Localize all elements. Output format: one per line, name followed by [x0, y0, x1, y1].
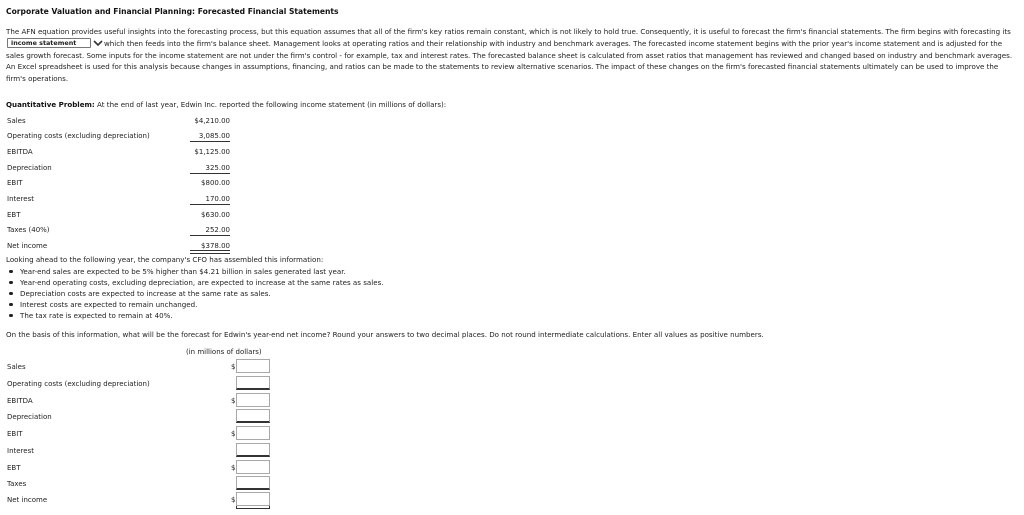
ebitda-input[interactable] — [236, 393, 270, 407]
taxes-input[interactable] — [236, 476, 270, 490]
sales-input[interactable] — [236, 359, 270, 373]
statement-row — [7, 148, 33, 156]
row-value-box — [150, 240, 230, 252]
list-item: Year-end operating costs, excluding depreciation, are expected to increase at the same rates as sales. — [20, 278, 384, 287]
row-value: $378.00 — [201, 242, 230, 250]
question-text: On the basis of this information, what will be the forecast for Edwin's year-end net income? Round your answers to two decimal places. Do not round intermediate calculations. Enter all values as positive numbers. — [6, 330, 764, 339]
row-label: EBIT — [7, 179, 23, 187]
subtotal-rule — [190, 235, 230, 236]
dollar-sign: $ — [231, 363, 236, 371]
ebt-input[interactable] — [236, 460, 270, 474]
dollar-sign: $ — [231, 496, 236, 504]
row-value: $1,125.00 — [194, 148, 230, 156]
list-item: Year-end sales are expected to be 5% higher than $4.21 billion in sales generated last year. — [20, 266, 384, 277]
list-item: Depreciation costs are expected to increase at the same rate as sales. — [20, 288, 384, 299]
total-double-rule — [190, 250, 230, 254]
list-item: The tax rate is expected to remain at 40%. — [20, 310, 384, 321]
answer-row-label: Operating costs (excluding depreciation) — [7, 380, 150, 388]
row-label: EBITDA — [7, 148, 33, 156]
statement-row — [7, 179, 23, 187]
subtotal-rule — [190, 141, 230, 142]
row-value: $4,210.00 — [194, 117, 230, 125]
answer-row-label: Taxes — [7, 480, 27, 488]
statement-row — [7, 195, 34, 203]
intro-text-part1: The AFN equation provides useful insights into the forecasting process, but this equation assumes that all of the firm's key ratios remain constant, which is not likely to hold true. Consequently, it is useful to forecast the firm's financial statements. The firm begins with forecasting its — [6, 27, 1011, 36]
subtotal-rule — [190, 173, 230, 174]
answer-column-header: (in millions of dollars) — [186, 348, 262, 356]
row-value-box — [150, 162, 230, 174]
lookahead-text: Looking ahead to the following year, the company's CFO has assembled this information: — [6, 255, 324, 264]
row-value: 252.00 — [205, 226, 230, 234]
depreciation-input[interactable] — [236, 409, 270, 423]
row-value-box — [150, 115, 230, 127]
row-label: Net income — [7, 242, 48, 250]
answer-row-label: EBIT — [7, 430, 23, 438]
problem-label: Quantitative Problem: — [6, 100, 95, 109]
row-value-box — [150, 130, 230, 142]
row-label: Taxes (40%) — [7, 226, 50, 234]
problem-statement — [6, 100, 446, 109]
ebit-input[interactable] — [236, 426, 270, 440]
dollar-sign: $ — [231, 464, 236, 472]
answer-row-label: EBT — [7, 464, 21, 472]
chevron-down-icon — [92, 38, 104, 48]
answer-row-label: Interest — [7, 447, 34, 455]
dropdown-selected-value: income statement — [11, 38, 77, 47]
assumptions-list — [6, 266, 384, 321]
subtotal-rule — [190, 204, 230, 205]
statement-row — [7, 117, 26, 125]
row-label: Interest — [7, 195, 34, 203]
statement-row — [7, 211, 21, 219]
answer-row-label: Sales — [7, 363, 26, 371]
statement-row — [7, 164, 52, 172]
row-value: $630.00 — [201, 211, 230, 219]
page-title: Corporate Valuation and Financial Planning: Forecasted Financial Statements — [6, 7, 339, 16]
answer-row-label: Net income — [7, 496, 48, 504]
row-value-box — [150, 224, 230, 236]
row-label: Sales — [7, 117, 26, 125]
row-value: $800.00 — [201, 179, 230, 187]
answer-row-label: Depreciation — [7, 413, 52, 421]
statement-row — [7, 242, 47, 250]
financial-statement-dropdown[interactable] — [7, 38, 91, 48]
operating-costs-input[interactable] — [236, 376, 270, 390]
row-value: 3,085.00 — [198, 132, 230, 140]
list-item: Interest costs are expected to remain unchanged. — [20, 299, 384, 310]
row-value-box — [150, 209, 230, 221]
intro-paragraph — [6, 26, 1018, 85]
row-value-box — [150, 177, 230, 189]
intro-text-part2: which then feeds into the firm's balance sheet. Management looks at operating ratios and their relationship with industry and benchmark averages. The forecasted income statement begins with the prior year's income statement and is adjusted for the sales growth forecast. Some inputs for the income statement are not under the firm's control - for example, tax and interest rates. The forecasted balance sheet is calculated from asset ratios that management has reviewed and changed based on industry and benchmark averages. An Excel spreadsheet is used for this analysis because changes in assumptions, financing, and ratios can be made to the statements to review alternative scenarios. The impact of these changes on the firm's forecasted financial statements ultimately can be used to improve the firm's operations. — [6, 38, 1013, 84]
problem-text: At the end of last year, Edwin Inc. reported the following income statement (in millions of dollars): — [97, 100, 447, 109]
row-label: Operating costs (excluding depreciation) — [7, 132, 150, 140]
row-value-box — [150, 193, 230, 205]
row-label: Depreciation — [7, 164, 52, 172]
row-value: 325.00 — [205, 164, 230, 172]
statement-row — [7, 132, 150, 140]
statement-row — [7, 226, 50, 234]
dollar-sign: $ — [231, 430, 236, 438]
row-label: EBT — [7, 211, 21, 219]
row-value: 170.00 — [205, 195, 230, 203]
answer-row-label: EBITDA — [7, 397, 33, 405]
row-value-box — [150, 146, 230, 158]
net-income-input[interactable] — [236, 492, 270, 506]
dollar-sign: $ — [231, 397, 236, 405]
interest-input[interactable] — [236, 443, 270, 457]
